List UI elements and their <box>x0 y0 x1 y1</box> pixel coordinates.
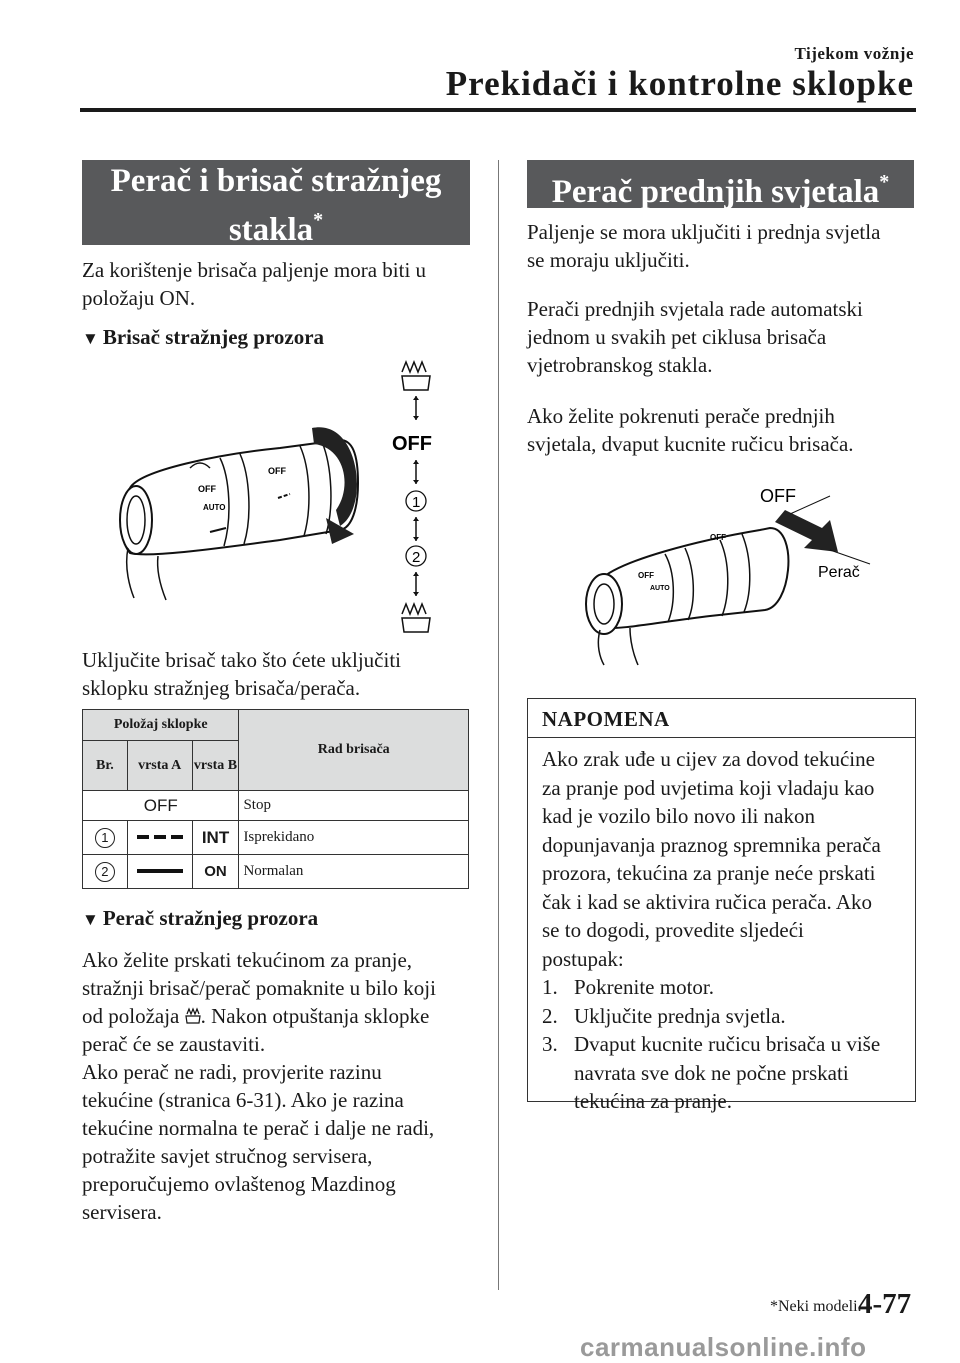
position-1-icon: 1 <box>95 828 115 848</box>
washer-spray-icon-bottom <box>402 604 426 614</box>
svg-text:AUTO: AUTO <box>650 585 670 592</box>
banner-line-1: Perač i brisač stražnjeg <box>110 163 442 199</box>
page-number: 4-77 <box>858 1288 912 1320</box>
rear-washer-paragraph: Ako želite prskati tekućinom za pranje, stražnji brisač/perač pomaknite u bilo koji od položaja . Nakon otpuštanja sklopke perač će se zaustaviti. Ako perač ne radi, provjerite razinu tekućine (stranica 6-31). Ako je razina tekućine normalna te perač i dalje ne radi, potražite savjet stručnog servisera, preporučujemo ovlaštenog Mazdinog servisera. <box>82 948 436 1224</box>
intro-paragraph: Za korištenje brisača paljenje mora biti u položaju ON. <box>82 258 427 310</box>
washer-spray-icon <box>185 1007 201 1025</box>
footnote-star: * <box>879 171 890 193</box>
svg-text:OFF: OFF <box>268 466 286 476</box>
table-row: 1 INT Isprekidano <box>83 821 469 855</box>
rear-wiper-lever-figure <box>100 358 450 640</box>
table-header-no: Br. <box>83 741 128 791</box>
list-item: 3. Dvaput kucnite ručicu brisača u više navrata sve dok ne počne prskati tekućina za pranje. <box>542 1032 881 1113</box>
footnote: *Neki modeli. <box>770 1298 862 1315</box>
footnote-star: * <box>313 209 324 231</box>
note-box: NAPOMENA Ako zrak uđe u cijev za dovod tekućine za pranje pod uvjetima koji vladaju kao kad je vozilo bilo novo ili nakon dopunjavanja praznog spremnika perača prozora, tekućina za pranje neće prskati čak i kad se aktivira ručica perača. Ako se to dogodi, provedite sljedeći postupak: 1. Pokrenite motor. 2. Uključite prednja svjetla. 3. Dvaput kucnite ručicu brisača u više navrata sve dok ne počne prskati tekućina za pranje. <box>527 698 916 1102</box>
continuous-symbol-icon <box>137 869 183 873</box>
svg-text:1: 1 <box>412 494 421 511</box>
table-row: 2 ON Normalan <box>83 855 469 889</box>
lever-off-text: OFF <box>198 484 216 494</box>
instruction-paragraph: Uključite brisač tako što ćete uključiti sklopku stražnjeg brisača/perača. <box>82 648 401 700</box>
headlight-washer-p2: Perači prednjih svjetala rade automatski jednom u svakih pet ciklusa brisača vjetrobranskog stakla. <box>527 297 863 377</box>
banner-line-2: stakla* <box>228 209 324 248</box>
watermark: carmanualsonline.info <box>580 1332 867 1362</box>
table-header-position: Položaj sklopke <box>83 710 239 741</box>
rear-wiper-subheading: ▼ Brisač stražnjeg prozora <box>82 325 325 349</box>
header-rule <box>80 108 916 112</box>
table-header-type-b: vrsta B <box>192 741 239 791</box>
svg-text:2: 2 <box>412 549 421 566</box>
list-item: 2. Uključite prednja svjetla. <box>542 1003 786 1028</box>
headlight-washer-p3: Ako želite pokrenuti perače prednjih svjetala, dvaput kucnite ručicu brisača. <box>527 404 854 456</box>
rear-washer-subheading: ▼ Perač stražnjeg prozora <box>82 906 319 930</box>
triangle-marker-icon: ▼ <box>82 910 99 929</box>
table-header-operation: Rad brisača <box>239 710 469 791</box>
svg-text:OFF: OFF <box>638 571 654 580</box>
rear-wiper-banner <box>82 160 470 248</box>
section-title: Prekidači i kontrolne sklopke <box>445 64 914 103</box>
washer-spray-icon <box>402 362 426 372</box>
svg-text:OFF: OFF <box>710 533 726 542</box>
list-item: 1. Pokrenite motor. <box>542 975 714 999</box>
intermittent-symbol-icon <box>137 835 183 839</box>
chapter-label: Tijekom vožnje <box>794 44 914 63</box>
headlight-washer-figure <box>560 480 890 670</box>
lever-auto-text: AUTO <box>203 503 226 512</box>
procedure-list <box>542 973 905 1116</box>
triangle-marker-icon: ▼ <box>82 329 99 348</box>
column-divider <box>498 160 499 1290</box>
position-2-icon: 2 <box>95 862 115 882</box>
note-title: NAPOMENA <box>542 707 670 731</box>
table-row: OFF Stop <box>83 791 469 821</box>
off-position-label: OFF <box>392 433 432 455</box>
table-header-type-a: vrsta A <box>127 741 192 791</box>
headlight-washer-p1: Paljenje se mora uključiti i prednja svjetla se moraju uključiti. <box>527 220 881 272</box>
headlight-washer-banner: Perač prednjih svjetala* <box>527 160 914 208</box>
wiper-operation-table <box>82 709 469 889</box>
washer-label: Perač <box>818 564 860 581</box>
off-label: OFF <box>760 486 796 506</box>
